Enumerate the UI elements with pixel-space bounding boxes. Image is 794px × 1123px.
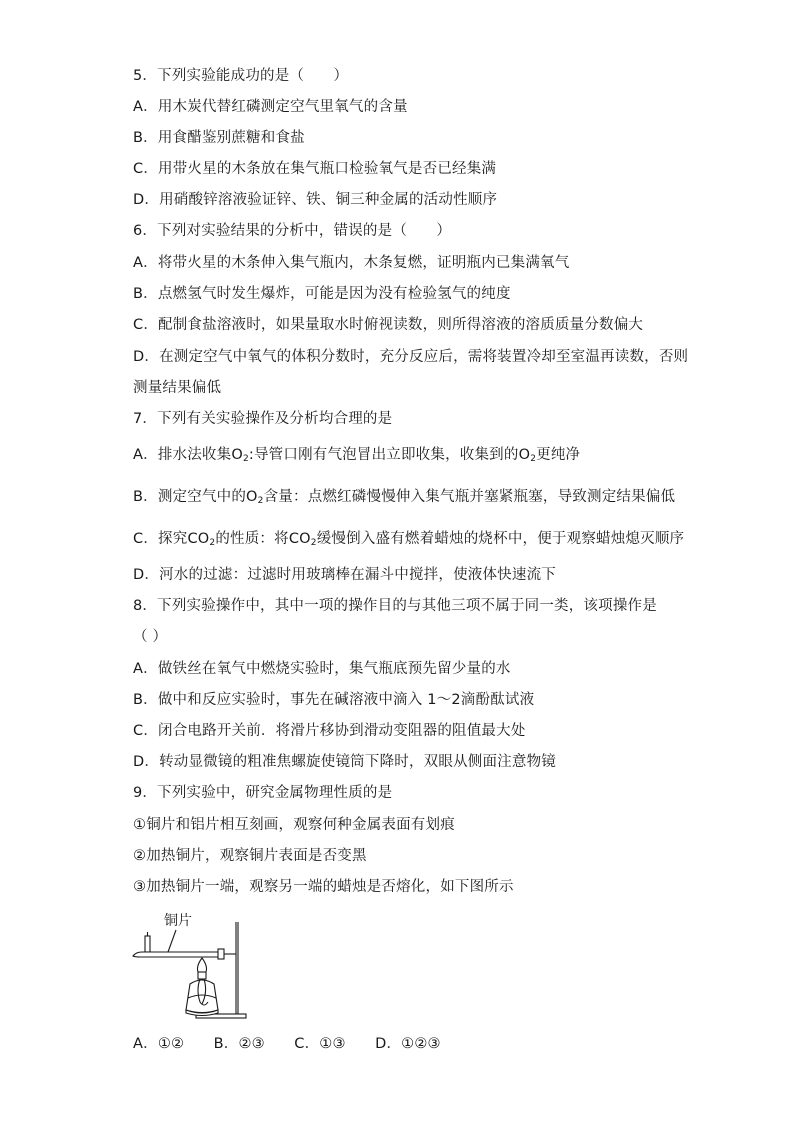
q6-option-a: A．将带火星的木条伸入集气瓶内，木条复燃，证明瓶内已集满氧气 <box>133 255 570 271</box>
q8-option-d: D．转动显微镜的粗准焦螺旋使镜筒下降时，双眼从侧面注意物镜 <box>133 754 556 770</box>
o2-formula: $O_2$ <box>231 447 249 464</box>
o2-formula: $O_2$ <box>518 447 537 464</box>
q6-stem: 6．下列对实验结果的分析中，错误的是（ ） <box>133 223 452 239</box>
q7-option-b: B．测定空气中的$O_2$含量：点燃红磷慢慢伸入集气瓶并塞紧瓶塞，导致测定结果偏低 <box>133 489 676 506</box>
q5-option-d: D．用硝酸锌溶液验证锌、铁、铜三种金属的活动性顺序 <box>133 192 498 208</box>
q6-option-b: B．点燃氢气时发生爆炸，可能是因为没有检验氢气的纯度 <box>133 286 511 302</box>
q5-stem: 5．下列实验能成功的是（ ） <box>133 68 349 84</box>
q7-stem: 7．下列有关实验操作及分析均合理的是 <box>133 411 393 427</box>
figure-label-copper-strip: 铜片 <box>164 913 192 929</box>
co2-formula: $CO_2$ <box>288 531 317 548</box>
q8-option-b: B．做中和反应实验时，事先在碱溶液中滴入 1～2滴酚酞试液 <box>133 692 535 708</box>
q7-option-d: D．河水的过滤：过滤时用玻璃棒在漏斗中搅拌，使液体快速流下 <box>133 567 556 583</box>
q7-option-a: A．排水法收集$O_2$:导管口刚有气泡冒出立即收集，收集到的$O_2$更纯净 <box>133 447 581 464</box>
q8-stem-line1: 8．下列实验操作中，其中一项的操作目的与其他三项不属于同一类，该项操作是 <box>133 598 657 614</box>
co2-formula: $CO_2$ <box>187 531 216 548</box>
o2-formula: $O_2$ <box>246 489 264 506</box>
q5-option-b: B．用食醋鉴别蔗糖和食盐 <box>133 130 305 146</box>
q6-option-c: C．配制食盐溶液时，如果量取水时俯视读数，则所得溶液的溶质质量分数偏大 <box>133 317 644 333</box>
q9-options: A．①② B．②③ C．①③ D．①②③ <box>133 1036 441 1052</box>
q9-item-2: ②加热铜片，观察铜片表面是否变黑 <box>133 848 367 864</box>
q5-option-c: C．用带火星的木条放在集气瓶口检验氧气是否已经集满 <box>133 161 497 177</box>
q8-stem-line2: （ ） <box>133 629 168 645</box>
q6-option-d-line2: 测量结果偏低 <box>133 380 222 396</box>
q5-option-a: A．用木炭代替红磷测定空气里氧气的含量 <box>133 99 408 115</box>
copper-strip-heating-figure <box>130 912 250 1022</box>
q9-item-3: ③加热铜片一端，观察另一端的蜡烛是否熔化，如下图所示 <box>133 879 514 895</box>
q7-option-c: C．探究$CO_2$的性质：将$CO_2$缓慢倒入盛有燃着蜡烛的烧杯中，便于观察蜡烛熄灭顺序 <box>133 531 685 548</box>
q6-option-d-line1: D．在测定空气中氧气的体积分数时，充分反应后，需将装置冷却至室温再读数，否则 <box>133 349 689 365</box>
q8-option-c: C．闭合电路开关前．将滑片移协到滑动变阻器的阻值最大处 <box>133 723 526 739</box>
q9-stem: 9．下列实验中，研究金属物理性质的是 <box>133 785 393 801</box>
q9-item-1: ①铜片和铝片相互刻画，观察何种金属表面有划痕 <box>133 817 455 833</box>
q8-option-a: A．做铁丝在氧气中燃烧实验时，集气瓶底预先留少量的水 <box>133 661 511 677</box>
